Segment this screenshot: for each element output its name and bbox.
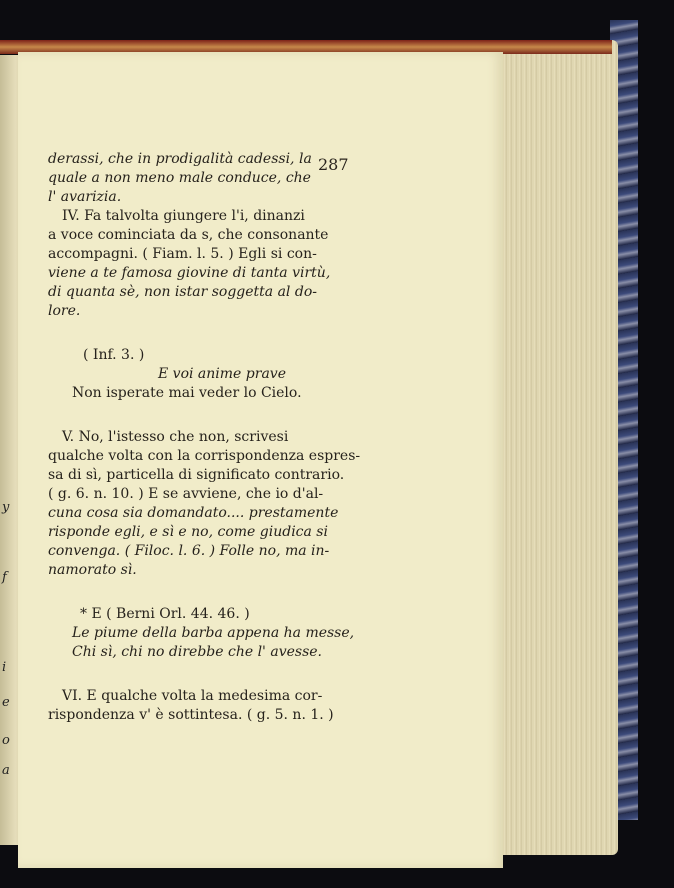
- spacer: [48, 403, 363, 428]
- text-line: Le piume della barba appena ha messe,: [72, 625, 355, 641]
- text-line: quale a non meno male conduce, che: [48, 170, 311, 186]
- text-line: viene a te famosa giovine di tanta virtù,: [48, 265, 331, 281]
- text-line: l' avarizia.: [48, 189, 122, 205]
- spacer: [48, 580, 363, 605]
- left-page-mark: e: [2, 695, 10, 710]
- text-line: ( g. 6. n. 10. ) E se avviene, che io d'al-: [48, 486, 324, 502]
- text-line: VI. E qualche volta la medesima cor-: [62, 688, 323, 704]
- left-page-mark: i: [2, 660, 7, 675]
- text-line: convenga. ( Filoc. l. 6. ) Folle no, ma in-: [48, 543, 330, 559]
- text-line: qualche volta con la corrispondenza espres-: [48, 448, 361, 464]
- text-line: IV. Fa talvolta giungere l'i, dinanzi: [62, 208, 305, 224]
- text-line: ( Inf. 3. ): [83, 347, 145, 363]
- text-line: rispondenza v' è sottintesa. ( g. 5. n. 1. ): [48, 707, 334, 723]
- text-line: Non isperate mai veder lo Cielo.: [72, 385, 302, 401]
- text-line: derassi, che in prodigalità cadessi, la: [48, 151, 312, 167]
- text-line: V. No, l'istesso che non, scrivesi: [62, 429, 289, 445]
- text-line: di quanta sè, non istar soggetta al do-: [48, 284, 317, 300]
- spacer: [48, 321, 363, 346]
- left-page-mark: y: [2, 500, 10, 515]
- text-line: a voce cominciata da s, che consonante: [48, 227, 329, 243]
- left-page-mark: o: [2, 733, 10, 748]
- text-line: cuna cosa sia domandato.... prestamente: [48, 505, 339, 521]
- text-line: sa di sì, particella di significato contrario.: [48, 467, 345, 483]
- text-line: * E ( Berni Orl. 44. 46. ): [80, 606, 250, 622]
- text-line: Chi sì, chi no direbbe che l' avesse.: [72, 644, 322, 660]
- page-number: 287: [318, 155, 349, 174]
- page-edges: [488, 40, 618, 855]
- text-line: E voi anime prave: [158, 366, 286, 382]
- page-text: [48, 150, 363, 725]
- text-line: lore.: [48, 303, 81, 319]
- text-line: accompagni. ( Fiam. l. 5. ) Egli si con-: [48, 246, 317, 262]
- text-line: namorato sì.: [48, 562, 137, 578]
- left-page-mark: f: [2, 570, 7, 585]
- left-page-mark: a: [2, 763, 10, 778]
- spacer: [48, 662, 363, 687]
- text-line: risponde egli, e sì e no, come giudica si: [48, 524, 328, 540]
